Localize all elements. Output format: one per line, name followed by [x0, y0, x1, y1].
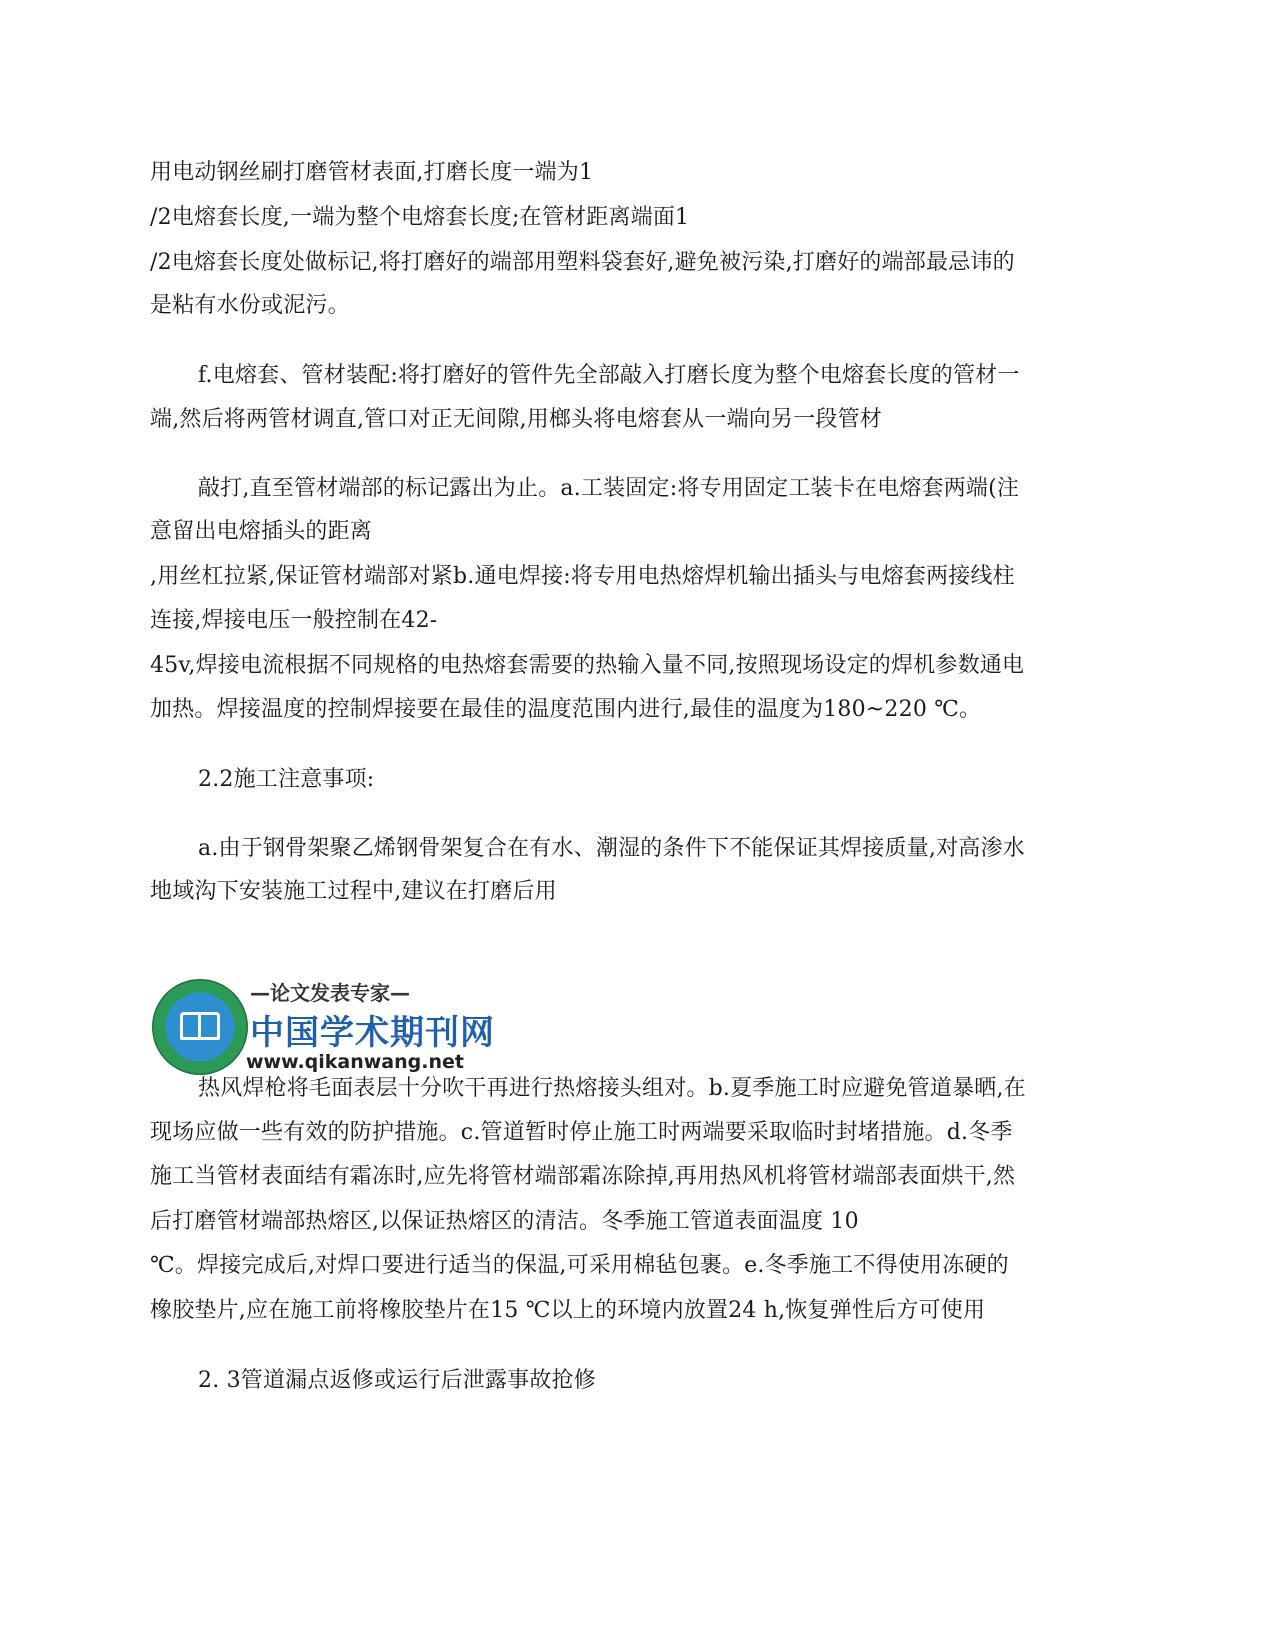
logo-name: 中国学术期刊网: [250, 1013, 495, 1053]
book-icon: [180, 1012, 220, 1040]
text-line: 后打磨管材端部热熔区,以保证热熔区的清洁。冬季施工管道表面温度 10: [150, 1209, 859, 1234]
text-line: 橡胶垫片,应在施工前将橡胶垫片在15 ℃以上的环境内放置24 h,恢复弹性后方可使用: [150, 1298, 986, 1323]
logo-tagline: —论文发表专家—: [250, 981, 410, 1005]
qikanwang-logo: [150, 975, 495, 1085]
text-line: 用电动钢丝刷打磨管材表面,打磨长度一端为1: [150, 160, 594, 185]
text-line: f.电熔套、管材装配:将打磨好的管件先全部敲入打磨长度为整个电熔套长度的管材一: [198, 363, 1020, 388]
text-line: 热风焊枪将毛面表层十分吹干再进行热熔接头组对。b.夏季施工时应避免管道暴晒,在: [198, 1076, 1026, 1101]
text-line: 加热。焊接温度的控制焊接要在最佳的温度范围内进行,最佳的温度为180~220 ℃。: [150, 697, 982, 722]
seal-emblem: [152, 979, 248, 1075]
text-line: 45v,焊接电流根据不同规格的电热熔套需要的热输入量不同,按照现场设定的焊机参数通电: [150, 653, 1025, 678]
logo-url: www.qikanwang.net: [246, 1051, 464, 1073]
text-line: /2电熔套长度处做标记,将打磨好的端部用塑料袋套好,避免被污染,打磨好的端部最忌讳的: [150, 250, 1015, 275]
text-line: 是粘有水份或泥污。: [150, 293, 350, 318]
section-heading: 2.2施工注意事项:: [198, 767, 375, 792]
text-line: ℃。焊接完成后,对焊口要进行适当的保温,可采用棉毡包裹。e.冬季施工不得使用冻硬的: [150, 1253, 1009, 1278]
text-line: 连接,焊接电压一般控制在42-: [150, 608, 438, 633]
text-line: /2电熔套长度,一端为整个电熔套长度;在管材距离端面1: [150, 205, 690, 230]
text-line: 端,然后将两管材调直,管口对正无间隙,用榔头将电熔套从一端向另一段管材: [150, 407, 882, 432]
text-line: 现场应做一些有效的防护措施。c.管道暂时停止施工时两端要采取临时封堵措施。d.冬季: [150, 1120, 1013, 1145]
text-line: a.由于钢骨架聚乙烯钢骨架复合在有水、潮湿的条件下不能保证其焊接质量,对高渗水: [198, 836, 1025, 861]
text-line: 施工当管材表面结有霜冻时,应先将管材端部霜冻除掉,再用热风机将管材端部表面烘干,然: [150, 1164, 1016, 1189]
text-line: ,用丝杠拉紧,保证管材端部对紧b.通电焊接:将专用电热熔焊机输出插头与电熔套两接线柱: [150, 564, 1015, 589]
section-heading: 2. 3管道漏点返修或运行后泄露事故抢修: [198, 1368, 596, 1393]
text-line: 意留出电熔插头的距离: [150, 519, 373, 544]
text-line: 地域沟下安装施工过程中,建议在打磨后用: [150, 879, 557, 904]
text-line: 敲打,直至管材端部的标记露出为止。a.工装固定:将专用固定工装卡在电熔套两端(注: [198, 476, 1020, 501]
